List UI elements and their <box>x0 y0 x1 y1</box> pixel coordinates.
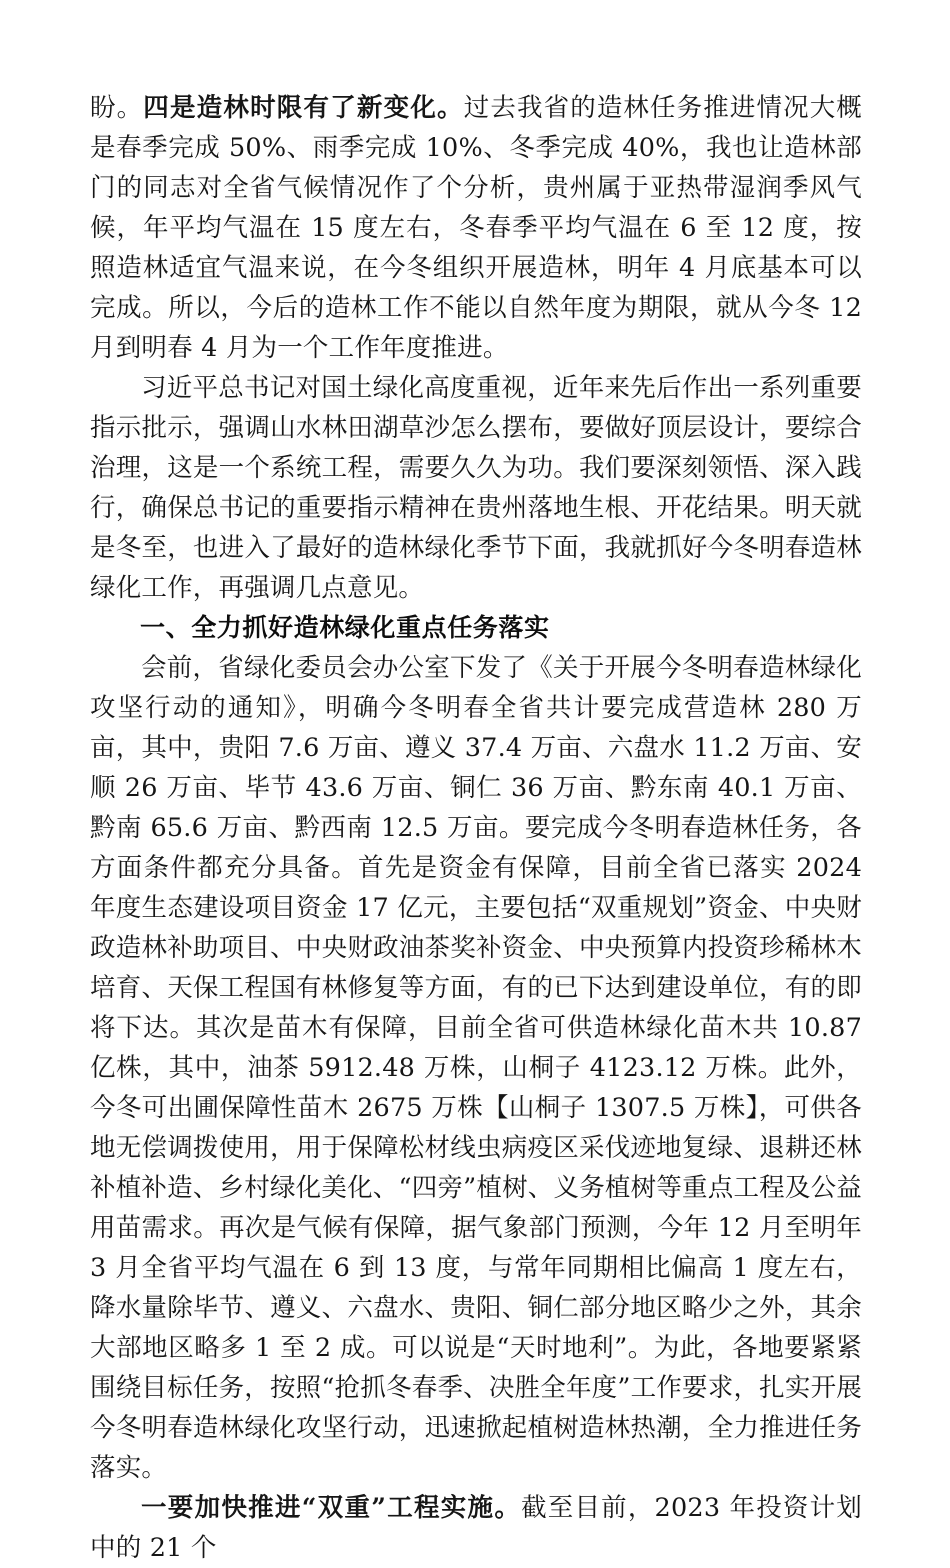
paragraph-text: 习近平总书记对国土绿化高度重视，近年来先后作出一系列重要指示批示，强调山水林田湖草沙怎么摆布，要做好顶层设计，要综合治理，这是一个系统工程，需要久久为功。我们要深刻领悟、深入践行，确保总书记的重要指示精神在贵州落地生根、开花结果。明天就是冬至，也进入了最好的造林绿化季节下面，我就抓好今冬明春造林绿化工作，再强调几点意见。 <box>90 373 862 603</box>
paragraph-text: 截至目前，2023 年投资计划中的 21 个 <box>90 1493 862 1563</box>
paragraph-text: 过去我省的造林任务推进情况大概是春季完成 50%、雨季完成 10%、冬季完成 40%，我也让造林部门的同志对全省气候情况作了个分析，贵州属于亚热带湿润季风气候，年平均气温在 15 度左右，冬春季平均气温在 6 至 12 度，按照造林适宜气温来说，在今冬组织开展造林，明年 4 月底基本可以完成。所以，今后的造林工作不能以自然年度为期限，就从今冬 12 月到明春 4 月为一个工作年度推进。 <box>90 93 863 363</box>
paragraph-text: 会前，省绿化委员会办公室下发了《关于开展今冬明春造林绿化攻坚行动的通知》，明确今冬明春全省共计要完成营造林 280 万亩，其中，贵阳 7.6 万亩、遵义 37.4 万亩、六盘水 11.2 万亩、安顺 26 万亩、毕节 43.6 万亩、铜仁 36 万亩、黔东南 40.1 万亩、黔南 65.6 万亩、黔西南 12.5 万亩。要完成今冬明春造林任务，各方面条件都充分具备。首先是资金有保障，目前全省已落实 2024 年度生态建设项目资金 17 亿元，主要包括“双重规划”资金、中央财政造林补助项目、中央财政油茶奖补资金、中央预算内投资珍稀林木培育、天保工程国有林修复等方面，有的已下达到建设单位，有的即将下达。其次是苗木有保障，目前全省可供造林绿化苗木共 10.87 亿株，其中，油茶 5912.48 万株，山桐子 4123.12 万株。此外，今冬可出圃保障性苗木 2675 万株【山桐子 1307.5 万株】，可供各地无偿调拨使用，用于保障松材线虫病疫区采伐迹地复绿、退耕还林补植补造、乡村绿化美化、“四旁”植树、义务植树等重点工程及公益用苗需求。再次是气候有保障，据气象部门预测，今年 12 月至明年 3 月全省平均气温在 6 到 13 度，与常年同期相比偏高 1 度左右，降水量除毕节、遵义、六盘水、贵阳、铜仁部分地区略少之外，其余大部地区略多 1 至 2 成。可以说是“天时地利”。为此，各地要紧紧围绕目标任务，按照“抢抓冬春季、决胜全年度”工作要求，扎实开展今冬明春造林绿化攻坚行动，迅速掀起植树造林热潮，全力推进任务落实。 <box>90 653 862 1483</box>
paragraph-lead-prefix: 盼。 <box>90 93 144 123</box>
section-heading-one: 一、全力抓好造林绿化重点任务落实 <box>140 613 550 642</box>
paragraph-forestation-timeline <box>90 88 862 368</box>
paragraph-general-secretary-directives <box>90 368 862 608</box>
paragraph-dual-project-implementation <box>90 1488 862 1568</box>
paragraph-bold-lead: 一要加快推进“双重”工程实施。 <box>141 1493 522 1523</box>
paragraph-task-allocation-and-guarantees <box>90 648 862 1488</box>
paragraph-bold-lead: 四是造林时限有了新变化。 <box>143 93 464 123</box>
document-text-body <box>90 88 862 1568</box>
